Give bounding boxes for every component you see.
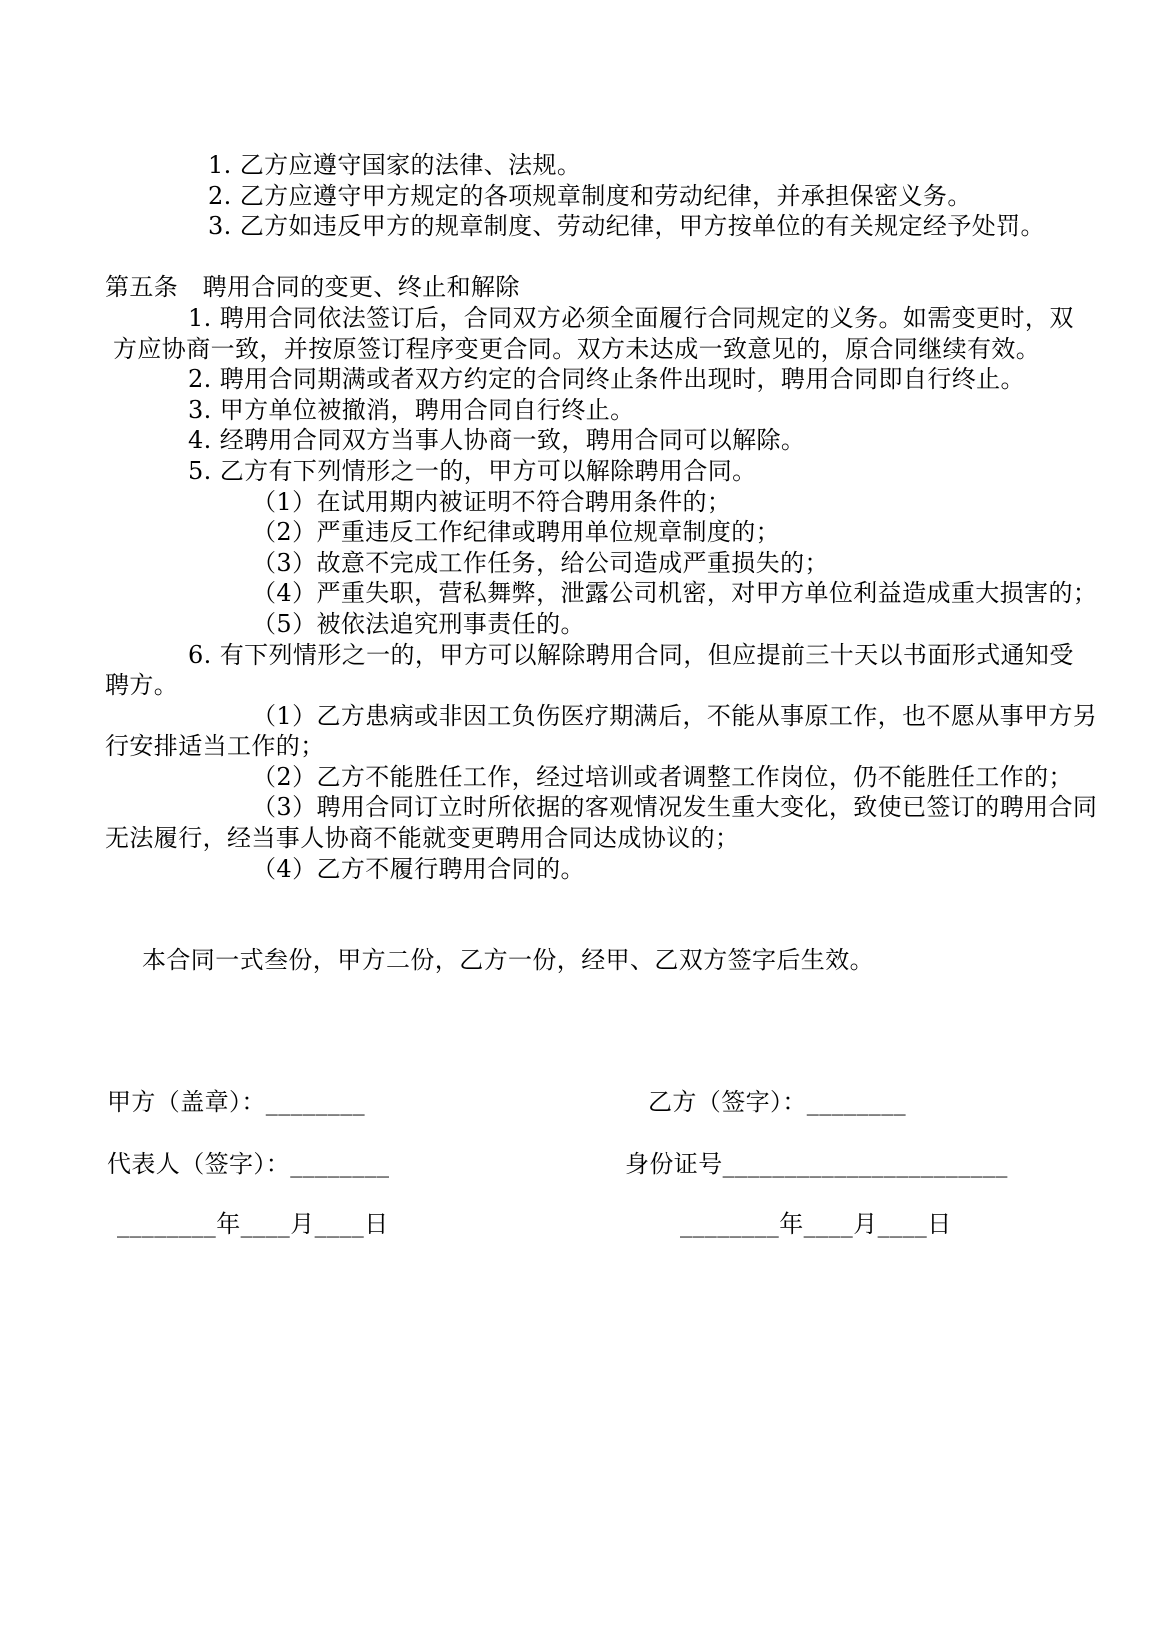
- date-line-left: ________年____月____日: [117, 1210, 389, 1238]
- doc-line: 4. 经聘用合同双方当事人协商一致，聘用合同可以解除。: [188, 426, 806, 455]
- party-a-seal-label: 甲方（盖章）：________: [107, 1088, 365, 1116]
- signature-row-3: [0, 1208, 1167, 1240]
- doc-line: （1）在试用期内被证明不符合聘用条件的；: [252, 487, 732, 516]
- doc-line: （5）被依法追究刑事责任的。: [252, 609, 585, 638]
- id-number-label: 身份证号_______________________: [625, 1150, 1008, 1178]
- doc-line: （3）聘用合同订立时所依据的客观情况发生重大变化，致使已签订的聘用合同: [252, 793, 1098, 822]
- closing-statement: 本合同一式叁份，甲方二份，乙方一份，经甲、乙双方签字后生效。: [142, 946, 874, 975]
- doc-line: （4）乙方不履行聘用合同的。: [252, 854, 585, 883]
- doc-line: （3）故意不完成工作任务，给公司造成严重损失的；: [252, 548, 829, 577]
- blank-line: [105, 242, 1067, 273]
- date-line-right: ________年____月____日: [680, 1210, 952, 1238]
- representative-sign-label: 代表人（签字）：________: [107, 1150, 390, 1178]
- doc-line: 行安排适当工作的；: [105, 732, 325, 761]
- doc-line: 2. 乙方应遵守甲方规定的各项规章制度和劳动纪律，并承担保密义务。: [208, 181, 972, 210]
- doc-line: 5. 乙方有下列情形之一的，甲方可以解除聘用合同。: [188, 456, 757, 485]
- doc-line: （4）严重失职，营私舞弊，泄露公司机密，对甲方单位利益造成重大损害的；: [252, 579, 1098, 608]
- doc-line: （2）乙方不能胜任工作，经过培训或者调整工作岗位，仍不能胜任工作的；: [252, 762, 1073, 791]
- signature-row-2: [0, 1148, 1167, 1180]
- doc-line: 6. 有下列情形之一的，甲方可以解除聘用合同，但应提前三十天以书面形式通知受: [188, 640, 1074, 669]
- doc-line: 3. 甲方单位被撤消，聘用合同自行终止。: [188, 395, 635, 424]
- doc-line: （1）乙方患病或非因工负伤医疗期满后，不能从事原工作，也不愿从事甲方另: [252, 701, 1098, 730]
- doc-line: 1. 乙方应遵守国家的法律、法规。: [208, 151, 582, 179]
- doc-line: 方应协商一致，并按原签订程序变更合同。双方未达成一致意见的，原合同继续有效。: [113, 334, 1041, 363]
- contract-body: [105, 150, 1098, 976]
- section-heading: 第五条 聘用合同的变更、终止和解除: [105, 273, 520, 302]
- blank-line: [105, 884, 1067, 915]
- doc-line: （2）严重违反工作纪律或聘用单位规章制度的；: [252, 518, 781, 547]
- doc-line: 2. 聘用合同期满或者双方约定的合同终止条件出现时，聘用合同即自行终止。: [188, 365, 1025, 394]
- doc-line: 3. 乙方如违反甲方的规章制度、劳动纪律，甲方按单位的有关规定经予处罚。: [208, 212, 1045, 241]
- blank-line: [105, 915, 1067, 946]
- doc-line: 无法履行，经当事人协商不能就变更聘用合同达成协议的；: [105, 824, 740, 853]
- doc-line: 聘方。: [105, 671, 179, 700]
- party-b-sign-label: 乙方（签字）：________: [648, 1088, 906, 1116]
- signature-row-1: [0, 1086, 1167, 1118]
- doc-line: 1. 聘用合同依法签订后，合同双方必须全面履行合同规定的义务。如需变更时，双: [188, 303, 1074, 332]
